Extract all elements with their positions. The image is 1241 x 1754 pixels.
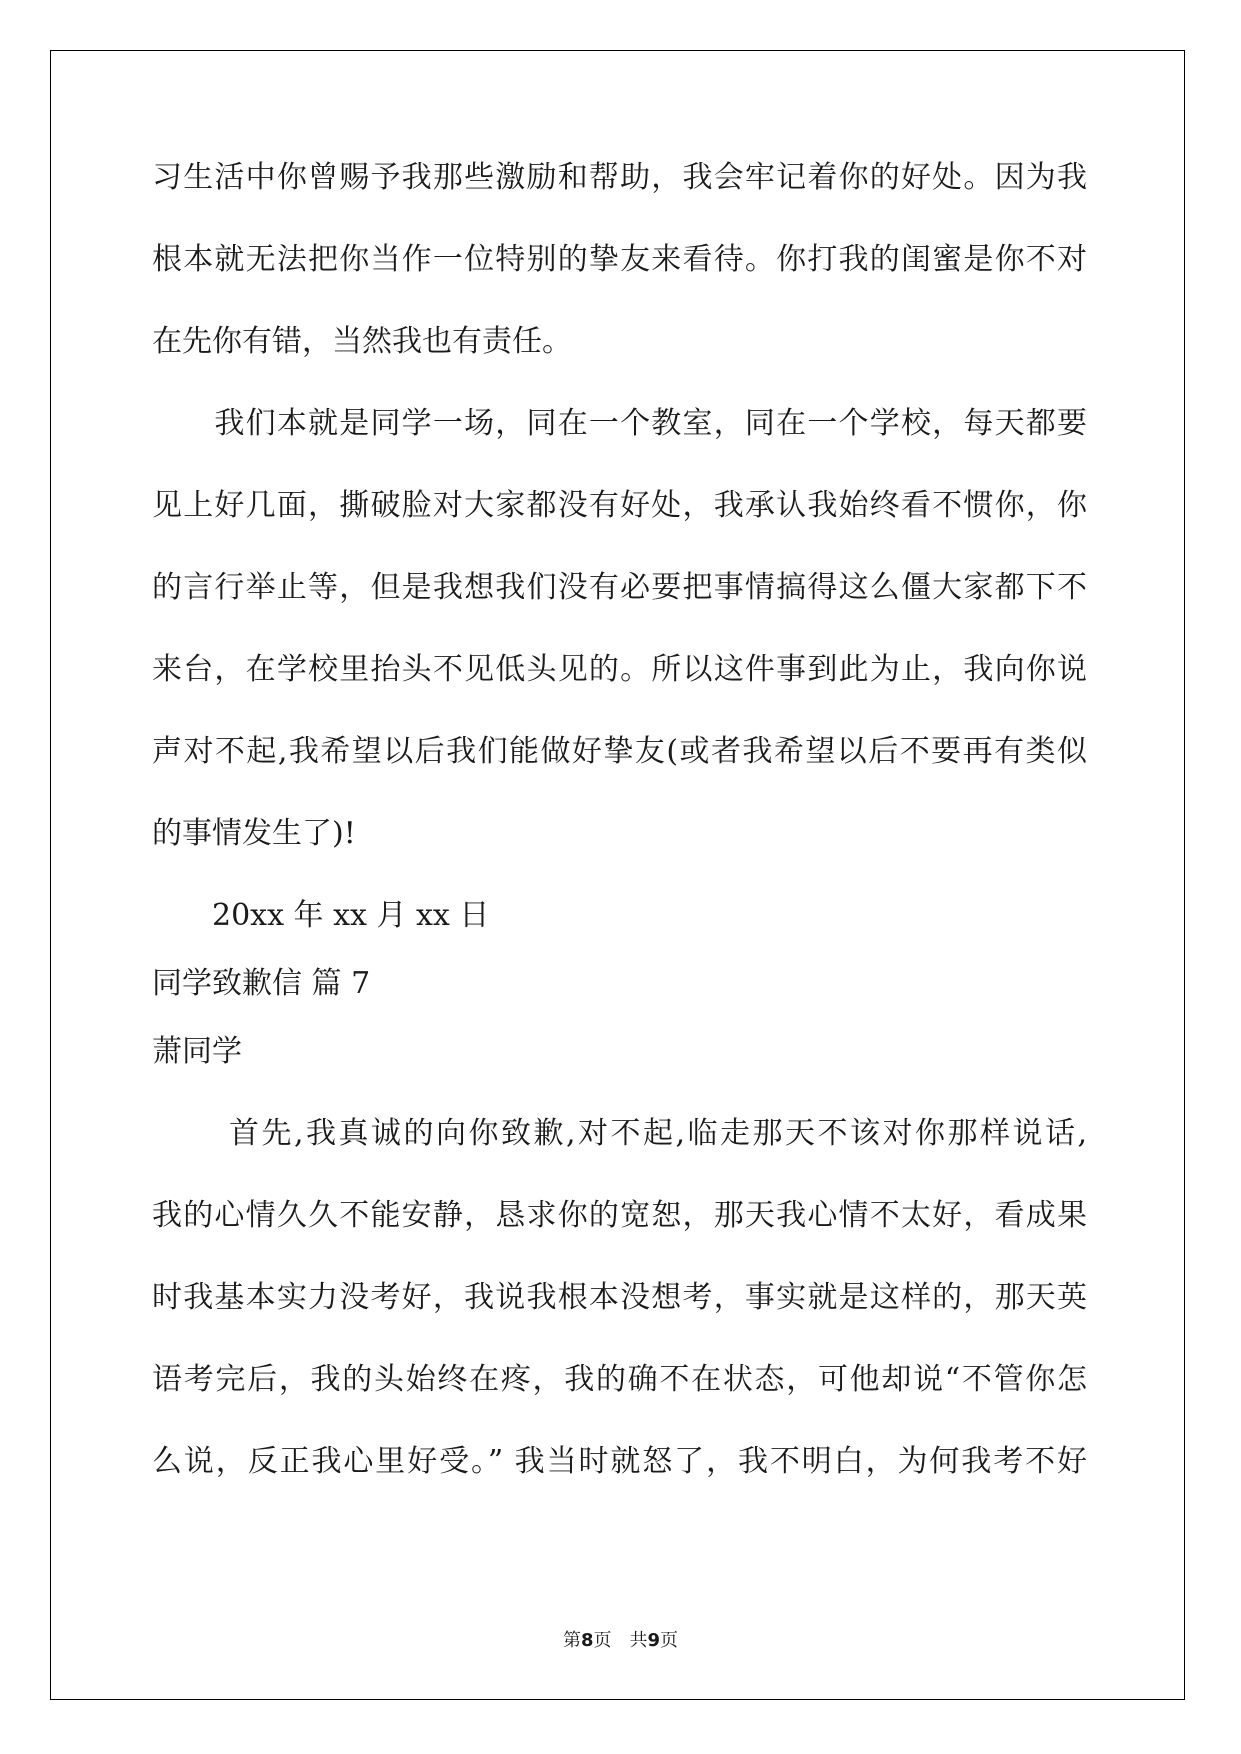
salutation: 萧同学	[152, 1034, 242, 1069]
text-line: 首先,我真诚的向你致歉,对不起,临走那天不该对你那样说话,	[152, 1116, 1087, 1151]
page-prefix: 第	[562, 1630, 581, 1651]
text-line: 来台，在学校里抬头不见低头见的。所以这件事到此为止，我向你说	[152, 652, 1087, 687]
page-footer	[0, 1626, 1241, 1652]
page-mid: 页 共	[593, 1630, 648, 1651]
text-line: 我的心情久久不能安静，恳求你的宽恕，那天我心情不太好，看成果	[152, 1198, 1087, 1233]
text-line: 我们本就是同学一场，同在一个教室，同在一个学校，每天都要	[152, 406, 1087, 441]
text-line: 见上好几面，撕破脸对大家都没有好处，我承认我始终看不惯你，你	[152, 488, 1087, 523]
text-line: 根本就无法把你当作一位特别的挚友来看待。你打我的闺蜜是你不对	[152, 242, 1087, 277]
text-line: 么说，反正我心里好受。” 我当时就怒了，我不明白，为何我考不好	[152, 1444, 1087, 1479]
text-line: 的事情发生了)!	[152, 816, 356, 851]
text-line: 的言行举止等，但是我想我们没有必要把事情搞得这么僵大家都下不	[152, 570, 1087, 605]
document-body	[152, 158, 1087, 1524]
section-title: 同学致歉信 篇 7	[152, 966, 371, 1001]
text-line: 习生活中你曾赐予我那些激励和帮助，我会牢记着你的好处。因为我	[152, 160, 1087, 195]
text-line: 语考完后，我的头始终在疼，我的确不在状态，可他却说“不管你怎	[152, 1362, 1087, 1397]
text-line: 在先你有错，当然我也有责任。	[152, 324, 572, 359]
text-line: 时我基本实力没考好，我说我根本没想考，事实就是这样的，那天英	[152, 1280, 1087, 1315]
date-line: 20xx 年 xx 月 xx 日	[152, 898, 490, 933]
text-line: 声对不起,我希望以后我们能做好挚友(或者我希望以后不要再有类似	[152, 734, 1087, 769]
page-current-number: 8	[580, 1630, 594, 1651]
page-total-number: 9	[647, 1630, 661, 1651]
page-suffix: 页	[660, 1630, 679, 1651]
